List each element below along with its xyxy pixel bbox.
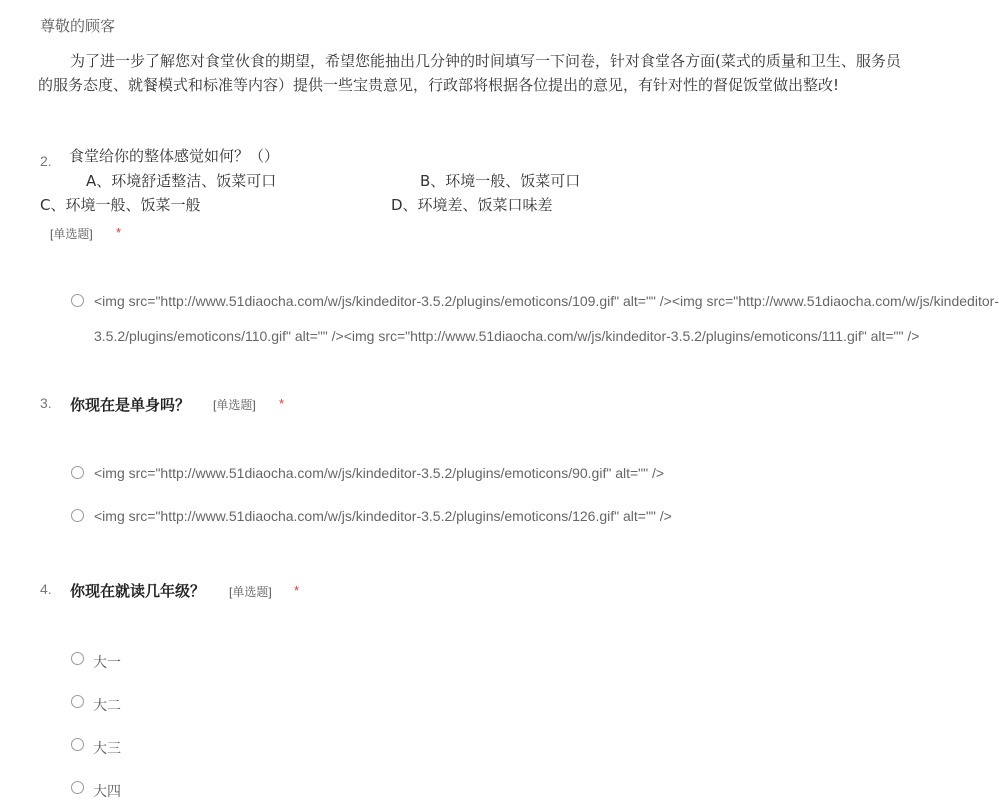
survey-intro: 为了进一步了解您对食堂伙食的期望，希望您能抽出几分钟的时间填写一下问卷，针对食堂各方面(菜式的质量和卫生、服务员的服务态度、就餐模式和标准等内容）提供一些宝贵意见，行政部将根据各位提出的意见，有针对性的督促饭堂做出整改! xyxy=(38,52,901,94)
question-3-option-1-label[interactable]: <img src="http://www.51diaocha.com/w/js/kindeditor-3.5.2/plugins/emoticons/90.gif" alt="" /> xyxy=(94,465,665,481)
question-3-number: 3. xyxy=(40,395,52,411)
question-4-required-mark: * xyxy=(294,583,300,598)
question-4-option-1-label[interactable]: 大一 xyxy=(93,654,121,670)
question-3-required-mark: * xyxy=(279,396,285,411)
question-4-type-badge: [单选题] xyxy=(229,585,272,599)
question-3-option-1-radio[interactable] xyxy=(71,466,84,479)
question-2-choice-d: D、环境差、饭菜口味差 xyxy=(391,196,553,214)
question-4-option-2-label[interactable]: 大二 xyxy=(93,697,121,713)
question-4-option-1-radio[interactable] xyxy=(71,652,84,665)
question-2-choice-c: C、环境一般、饭菜一般 xyxy=(40,196,201,214)
question-4-option-3-radio[interactable] xyxy=(71,738,84,751)
question-2-choice-b: B、环境一般、饭菜可口 xyxy=(420,172,581,190)
survey-greeting: 尊敬的顾客 xyxy=(40,18,116,35)
question-4-option-3-label[interactable]: 大三 xyxy=(93,740,121,756)
question-2-option-1-label-line2[interactable]: 3.5.2/plugins/emoticons/110.gif" alt="" /><img src="http://www.51diaocha.com/w/js/kindeditor-3.5.2/plugins/emoticons/111.gif" alt="" /> xyxy=(94,328,920,344)
question-3-type-badge: [单选题] xyxy=(213,398,256,412)
question-4-option-4-label[interactable]: 大四 xyxy=(93,783,121,799)
question-2-required-mark: * xyxy=(116,225,122,240)
question-2-number: 2. xyxy=(40,153,52,169)
question-4-number: 4. xyxy=(40,581,52,597)
question-2-option-1-label[interactable]: <img src="http://www.51diaocha.com/w/js/kindeditor-3.5.2/plugins/emoticons/109.gif" alt="" /><img src="http://www.51diaocha.com/w/js/kindeditor- xyxy=(94,293,999,309)
question-2-text: 食堂给你的整体感觉如何？（） xyxy=(69,147,280,165)
question-3-option-2-radio[interactable] xyxy=(71,509,84,522)
question-2-option-1-radio[interactable] xyxy=(71,294,84,307)
question-2-choice-a: A、环境舒适整洁、饭菜可口 xyxy=(86,172,277,190)
question-3-option-2-label[interactable]: <img src="http://www.51diaocha.com/w/js/kindeditor-3.5.2/plugins/emoticons/126.gif" alt="" /> xyxy=(94,508,672,524)
question-3-text: 你现在是单身吗？ xyxy=(70,397,191,414)
question-4-text: 你现在就读几年级？ xyxy=(70,583,206,600)
question-2-type-badge: [单选题] xyxy=(50,227,93,241)
question-4-option-2-radio[interactable] xyxy=(71,695,84,708)
question-4-option-4-radio[interactable] xyxy=(71,781,84,794)
